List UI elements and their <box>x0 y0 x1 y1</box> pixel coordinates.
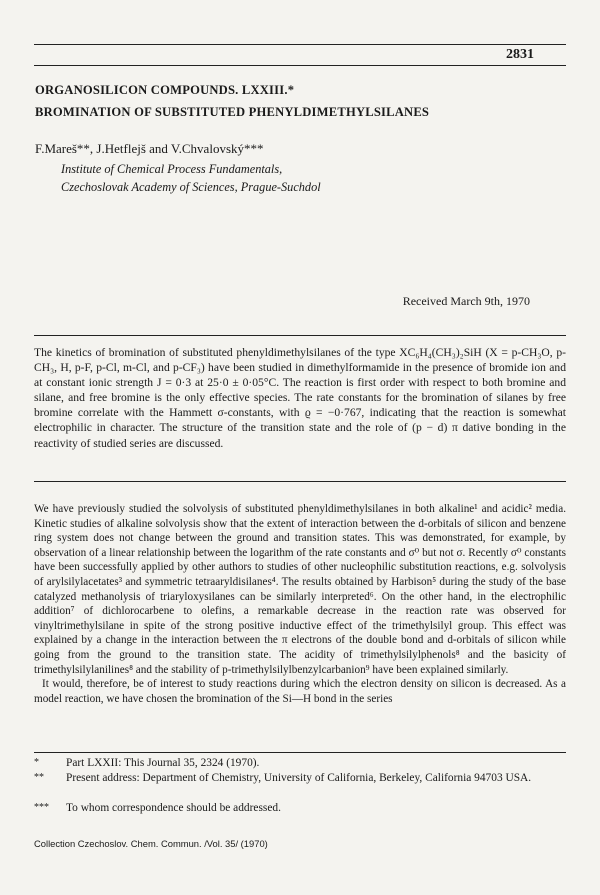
header-rule-lower <box>34 65 566 66</box>
footnote-mark: *** <box>34 802 49 813</box>
affiliation-line-2: Czechoslovak Academy of Sciences, Prague-Suchdol <box>61 180 321 194</box>
body-paragraph: It would, therefore, be of interest to study reactions during which the electron density on silicon is decreased. As a model reaction, we have chosen the bromination of the Si—H bond in the series <box>34 678 566 705</box>
title-line-1: ORGANOSILICON COMPOUNDS. LXXIII.* <box>35 83 295 97</box>
footnote-rule <box>34 752 566 753</box>
authors: F.Mareš**, J.Hetflejš and V.Chvalovský*** <box>35 141 264 156</box>
abstract: The kinetics of bromination of substituted phenyldimethylsilanes of the type XC₆H₄(CH₃)₂SiH (X = p-CH₃O, p-CH₃, H, p-F, p-Cl, m-Cl, and p-CF₃) have been studied in dimethylformamide in the presence of bromide ion and at constant ionic strength J = 0·3 at 25·0 ± 0·05°C. The reaction is first order with respect to both bromine and silane, and free bromine is the only effective species. The rate constants for the bromination of silanes by free bromine correlate with the Hammett σ-constants, with ϱ = −0·767, indicating that the reaction is somewhat electrophilic in character. The structure of the transition state and the role of (p − d) π dative bonding in the reactivity of studied series are discussed. <box>34 346 566 450</box>
footnote <box>0 771 600 803</box>
received-date: Received March 9th, 1970 <box>402 294 530 308</box>
footnote-mark: * <box>34 757 39 768</box>
abstract-top-rule <box>34 335 566 336</box>
footnote-text: Part LXXII: This Journal 35, 2324 (1970). <box>66 757 260 769</box>
footnote-text: To whom correspondence should be addressed. <box>66 802 281 814</box>
main-text <box>34 502 566 706</box>
abstract-bottom-rule <box>34 481 566 482</box>
title-line-2: BROMINATION OF SUBSTITUTED PHENYLDIMETHYLSILANES <box>35 105 430 119</box>
journal-footer: Collection Czechoslov. Chem. Commun. /Vol. 35/ (1970) <box>34 838 268 849</box>
body-paragraph: We have previously studied the solvolysis of substituted phenyldimethylsilanes in both alkaline¹ and acidic² media. Kinetic studies of alkaline solvolysis show that the extent of interaction between the d-orbitals of silicon and benzene ring system does not change between the ground and transition states. This was demonstrated, for example, by observation of a linear relationship between the logarithm of the rate constants and σ⁰ but not σ. Recently σ⁰ constants have been successfully applied by other authors to studies of other nucleophilic substitution reactions, e.g. solvolysis of arylsilylacetates³ and symmetric tetraaryldisilanes⁴. The results obtained by Harbison⁵ during the study of the base catalyzed methanolysis of triaryloxysilanes can be similarly interpreted⁶. On the other hand, in the electrophilic addition⁷ of dichlorocarbene to olefins, a remarkable decrease in the reaction rate was observed for vinyltrimethylsilane in spite of the strong positive inductive effect of the trimethylsilyl group. This effect was explained by a change in the interaction between the π electrons of the double bond and d-orbitals of silicon while going from the ground to the transition state. The acidity of trimethylsilylphenols⁸ and the basicity of trimethylsilylanilines⁸ and the stability of p-trimethylsilylbenzylcarbanion⁹ have been explained similarly. <box>34 503 566 676</box>
page-number: 2831 <box>506 47 534 62</box>
footnote-mark: ** <box>34 772 44 783</box>
footnote-text: Present address: Department of Chemistry, University of California, Berkeley, California 94703 USA. <box>66 772 532 784</box>
footnote <box>0 801 600 821</box>
affiliation-line-1: Institute of Chemical Process Fundamentals, <box>61 162 283 176</box>
header-rule <box>34 44 566 45</box>
